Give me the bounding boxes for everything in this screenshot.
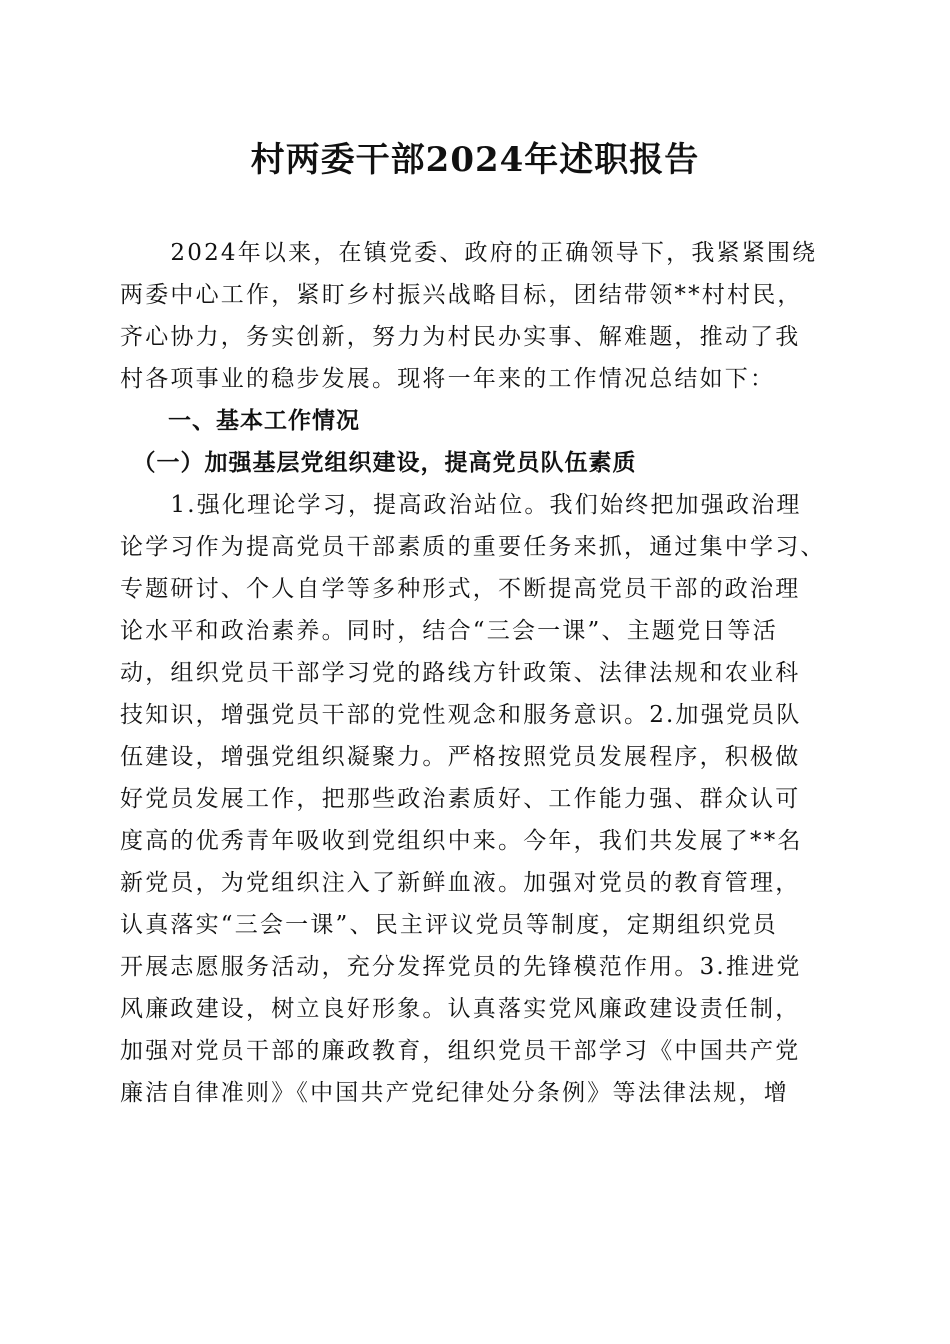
section-heading: 一、基本工作情况: [120, 408, 360, 434]
paragraph-line: 认真落实“三会一课”、民主评议党员等制度，定期组织党员: [120, 912, 778, 938]
paragraph-line: 论学习作为提高党员干部素质的重要任务来抓，通过集中学习、: [120, 534, 826, 560]
paragraph-line: 加强对党员干部的廉政教育，组织党员干部学习《中国共产党: [120, 1038, 801, 1064]
paragraph-line: 开展志愿服务活动，充分发挥党员的先锋模范作用。3.推进党: [120, 954, 802, 980]
paragraph-line: 齐心协力，务实创新，努力为村民办实事、解难题，推动了我: [120, 324, 801, 350]
paragraph-line: 动，组织党员干部学习党的路线方针政策、法律法规和农业科: [120, 660, 801, 686]
paragraph-line: 两委中心工作，紧盯乡村振兴战略目标，团结带领**村村民，: [120, 282, 803, 308]
paragraph-line: 2024年以来，在镇党委、政府的正确领导下，我紧紧围绕: [120, 240, 818, 266]
document-title: 村两委干部2024年述职报告: [250, 140, 700, 180]
paragraph-line: 风廉政建设，树立良好形象。认真落实党风廉政建设责任制，: [120, 996, 801, 1022]
document-body: [120, 232, 832, 1114]
paragraph-line: 好党员发展工作，把那些政治素质好、工作能力强、群众认可: [120, 786, 801, 812]
paragraph-line: 度高的优秀青年吸收到党组织中来。今年，我们共发展了**名: [120, 828, 803, 854]
subsection-heading: （一）加强基层党组织建设，提高党员队伍素质: [120, 449, 637, 476]
paragraph-line: 技知识，增强党员干部的党性观念和服务意识。2.加强党员队: [120, 702, 802, 728]
paragraph-line: 1.强化理论学习，提高政治站位。我们始终把加强政治理: [120, 492, 802, 518]
paragraph-line: 新党员，为党组织注入了新鲜血液。加强对党员的教育管理，: [120, 870, 801, 896]
paragraph-line: 廉洁自律准则》《中国共产党纪律处分条例》等法律法规，增: [120, 1080, 789, 1106]
paragraph-line: 村各项事业的稳步发展。现将一年来的工作情况总结如下：: [120, 366, 776, 392]
paragraph-line: 专题研讨、个人自学等多种形式，不断提高党员干部的政治理: [120, 576, 801, 602]
paragraph-line: 伍建设，增强党组织凝聚力。严格按照党员发展程序，积极做: [120, 744, 801, 770]
paragraph-line: 论水平和政治素养。同时，结合“三会一课”、主题党日等活: [120, 618, 778, 644]
